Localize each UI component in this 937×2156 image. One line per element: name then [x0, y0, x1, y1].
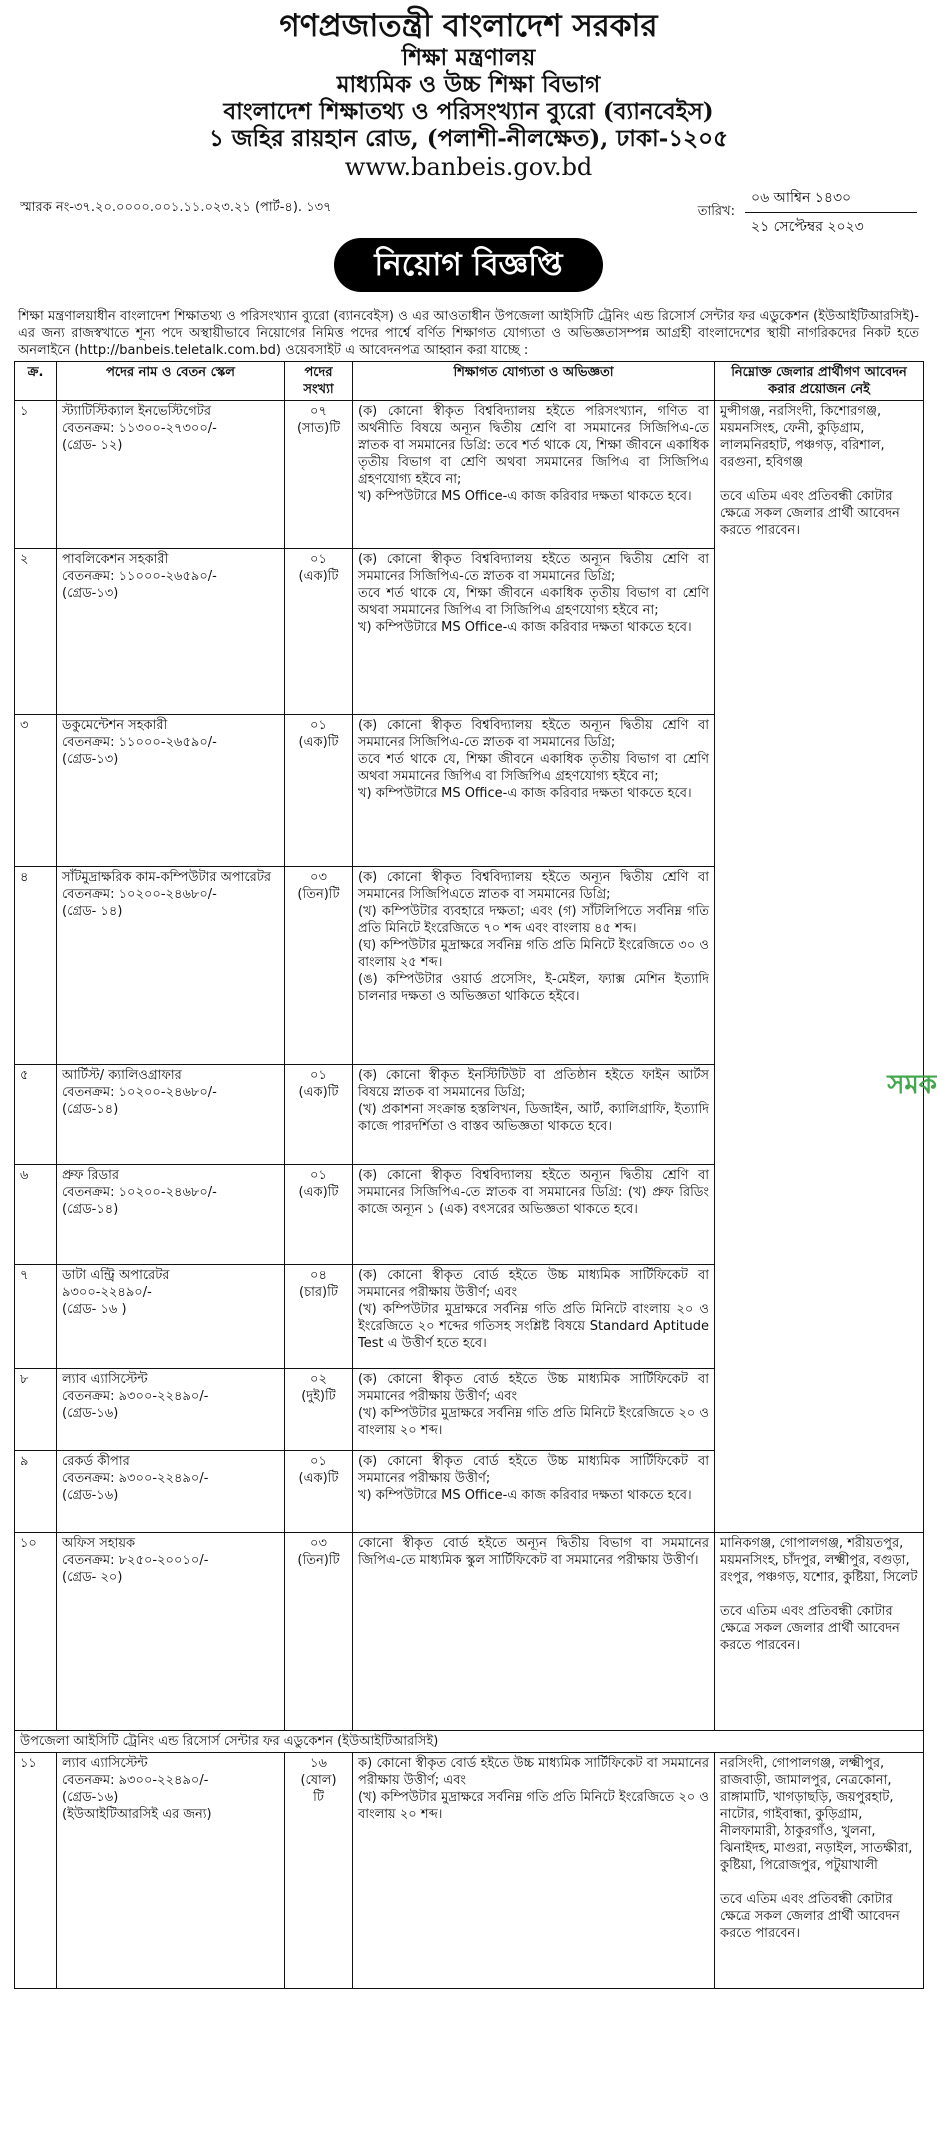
- row-post: [57, 715, 285, 867]
- district-cell-3: [715, 1753, 924, 1989]
- pay-scale: বেতনক্রম: ১১৩০০-২৭৩০০/-: [62, 421, 217, 436]
- grade: (গ্রেড-১৪): [62, 1202, 119, 1217]
- post-name: স্ট্যাটিস্টিক্যাল ইনভেস্টিগেটর: [62, 404, 212, 419]
- post-count-words: (এক)টি: [298, 1185, 339, 1200]
- post-count-words: (দুই)টি: [301, 1389, 336, 1404]
- qual-item: (ক) কোনো স্বীকৃত বোর্ড হইতে উচ্চ মাধ্যমিক সার্টিফিকেট বা সমমানের পরীক্ষায় উত্তীর্ণ; এবং: [358, 1372, 709, 1404]
- row-sl: ৬: [15, 1165, 57, 1265]
- website-line: www.banbeis.gov.bd: [344, 153, 593, 181]
- date-english: ২১ সেপ্টেম্বর ২০২৩: [751, 219, 864, 235]
- row-sl: ৩: [15, 715, 57, 867]
- post-name: ডকুমেন্টেশন সহকারী: [62, 718, 168, 733]
- col-header-sl: ক্র.: [15, 362, 57, 401]
- qual-item: ক) কোনো স্বীকৃত বোর্ড হইতে উচ্চ মাধ্যমিক সার্টিফিকেট বা সমমানের পরীক্ষায় উত্তীর্ণ; এবং: [358, 1756, 709, 1788]
- row-post: [57, 1451, 285, 1533]
- district-note: তবে এতিম এবং প্রতিবন্ধী কোটার ক্ষেত্রে সকল জেলার প্রার্থী আবেদন করতে পারবেন।: [720, 1604, 900, 1653]
- section-subheading: উপজেলা আইসিটি ট্রেনিং এন্ড রিসোর্স সেন্টার ফর এডুকেশন (ইউআইটিআরসিই): [15, 1731, 924, 1753]
- bureau-line: বাংলাদেশ শিক্ষাতথ্য ও পরিসংখ্যান ব্যুরো (ব্যানবেইস): [223, 98, 714, 125]
- row-post: [57, 1265, 285, 1369]
- post-count-words: (এক)টি: [298, 735, 339, 750]
- post-count: ০৩: [310, 870, 327, 885]
- post-note: (ইউআইটিআরসিই এর জন্য): [62, 1807, 212, 1822]
- qual-item: (খ) প্রকাশনা সংক্রান্ত হস্তলিখন, ডিজাইন, আর্ট, ক্যালিগ্রাফি, ইত্যাদি কাজে পারদর্শিতা ও বাস্তব অভিজ্ঞতা থাকতে হবে।: [358, 1102, 709, 1134]
- row-sl: ৮: [15, 1369, 57, 1451]
- watermark-stamp: সমক: [887, 1070, 937, 1100]
- notice-sheet: [14, 6, 937, 2152]
- grade: (গ্রেড- ১২): [62, 438, 123, 453]
- row-post: [57, 867, 285, 1065]
- qual-item: (ক) কোনো স্বীকৃত বিশ্ববিদ্যালয় হইতে অন্যূন দ্বিতীয় শ্রেণি বা সমমানের সিজিপিএ-তে স্নাতক বা সমমানের ডিগ্রি: (খ) প্রুফ রিডিং কাজে অন্যূন ১ (এক) বৎসরের অভিজ্ঞতা থাকতে হবে।: [358, 1168, 709, 1217]
- row-qualification: [353, 1065, 715, 1165]
- table-row: [15, 1533, 924, 1731]
- qual-item: খ) কম্পিউটারে MS Office-এ কাজ করিবার দক্ষতা থাকতে হবে।: [358, 786, 692, 801]
- pay-scale: বেতনক্রম: ১০২০০-২৪৬৮০/-: [62, 1185, 217, 1200]
- post-count: ১৬: [310, 1756, 327, 1771]
- post-count: ০১: [310, 1168, 327, 1183]
- banner-wrap: [14, 238, 923, 302]
- row-qualification: [353, 1369, 715, 1451]
- table-row: [15, 1753, 924, 1989]
- qual-item: খ) কম্পিউটারে MS Office-এ কাজ করিবার দক্ষতা থাকতে হবে।: [358, 489, 692, 504]
- pay-scale: বেতনক্রম: ৯৩০০-২২৪৯০/-: [62, 1389, 209, 1404]
- row-qualification: [353, 1753, 715, 1989]
- post-name: প্রুফ রিডার: [62, 1168, 120, 1183]
- row-sl: ১০: [15, 1533, 57, 1731]
- col-header-post: পদের নাম ও বেতন স্কেল: [57, 362, 285, 401]
- row-qualification: [353, 715, 715, 867]
- grade: (গ্রেড-১৪): [62, 1102, 119, 1117]
- pay-scale: বেতনক্রম: ৮২৫০-২০০১০/-: [62, 1553, 209, 1568]
- grade: (গ্রেড-১৬): [62, 1406, 119, 1421]
- row-count: [285, 1369, 353, 1451]
- qual-item: তবে শর্ত থাকে যে, শিক্ষা জীবনে একাধিক তৃতীয় বিভাগ বা শ্রেণি অথবা সমমানের জিপিএ বা সিজিপিএ গ্রহণযোগ্য হইবে না;: [358, 752, 709, 784]
- row-sl: ৪: [15, 867, 57, 1065]
- pay-scale: বেতনক্রম: ১০২০০-২৪৬৮০/-: [62, 887, 217, 902]
- row-count: [285, 867, 353, 1065]
- row-post: [57, 1753, 285, 1989]
- post-count-words: (তিন)টি: [297, 887, 340, 902]
- qual-item: (খ) কম্পিউটার মুদ্রাক্ষরে সর্বনিম্ন গতি প্রতি মিনিটে ইংরেজিতে ২০ ও বাংলায় ২০ শব্দ।: [358, 1790, 709, 1822]
- qual-item: (ক) কোনো স্বীকৃত বিশ্ববিদ্যালয় হইতে অন্যূন দ্বিতীয় শ্রেণি বা সমমানের সিজিপিএ-তে স্নাতক বা সমমানের ডিগ্রি;: [358, 718, 709, 750]
- memo-row: [14, 182, 923, 235]
- qual-item: (ক) কোনো স্বীকৃত বিশ্ববিদ্যালয় হইতে অন্যূন দ্বিতীয় শ্রেণি বা সমমানের সিজিপিএ-তে স্নাতক বা সমমানের ডিগ্রি;: [358, 552, 709, 584]
- qual-item: খ) কম্পিউটারে MS Office-এ কাজ করিবার দক্ষতা থাকতে হবে।: [358, 1488, 692, 1503]
- row-sl: ৫: [15, 1065, 57, 1165]
- post-count-words: (চার)টি: [299, 1285, 338, 1300]
- row-count: [285, 401, 353, 549]
- grade: (গ্রেড- ১৪): [62, 904, 123, 919]
- row-qualification: [353, 401, 715, 549]
- post-count-words: (এক)টি: [298, 569, 339, 584]
- post-count-suffix: টি: [313, 1790, 324, 1805]
- intro-paragraph: শিক্ষা মন্ত্রণালয়াধীন বাংলাদেশ শিক্ষাতথ্য ও পরিসংখ্যান ব্যুরো (ব্যানবেইস) ও এর আওতাধীন উপজেলা আইসিটি ট্রেনিং এন্ড রিসোর্স সেন্টার ফর এডুকেশন (ইউআইটিআরসিই)-এর জন্য রাজস্বখাতে শূন্য পদে অস্থায়ীভাবে নিয়োগের নিমিত্ত পদের পার্শ্বে বর্ণিত শিক্ষাগত যোগ্যতা ও অভিজ্ঞতাসম্পন্ন আগ্রহী বাংলাদেশের স্থায়ী নাগরিকদের নিকট হতে অনলাইনে (http://banbeis.teletalk.com.bd) ওয়েবসাইট এ আবেদনপত্র আহ্বান করা যাচ্ছে :: [18, 309, 919, 358]
- government-title: গণপ্রজাতন্ত্রী বাংলাদেশ সরকার: [279, 8, 658, 44]
- post-count-words: (এক)টি: [298, 1085, 339, 1100]
- pay-scale: ৯৩০০-২২৪৯০/-: [62, 1285, 152, 1300]
- row-post: [57, 1533, 285, 1731]
- date-bangla: ০৬ আশ্বিন ১৪৩০: [745, 184, 917, 213]
- grade: (গ্রেড- ১৬ ): [62, 1302, 127, 1317]
- row-qualification: [353, 1265, 715, 1369]
- qual-item: কোনো স্বীকৃত বোর্ড হইতে অন্যূন দ্বিতীয় বিভাগ বা সমমানের জিপিএ-তে মাধ্যমিক স্কুল সার্টিফিকেট বা সমমানের পরীক্ষায় উত্তীর্ণ।: [358, 1536, 709, 1568]
- post-count-words: (সাত)টি: [296, 421, 341, 436]
- row-count: [285, 1065, 353, 1165]
- qual-item: (খ) কম্পিউটার মুদ্রাক্ষরে সর্বনিম্ন গতি প্রতি মিনিটে ইংরেজিতে ২০ ও বাংলায় ২০ শব্দ।: [358, 1406, 709, 1438]
- vacancy-table: [14, 361, 924, 1989]
- row-sl: ৯: [15, 1451, 57, 1533]
- qual-item: (ঙ) কম্পিউটার ওয়ার্ড প্রসেসিং, ই-মেইল, ফ্যাক্স মেশিন ইত্যাদি চালনার দক্ষতা ও অভিজ্ঞতা থাকিতে হইবে।: [358, 972, 709, 1004]
- row-post: [57, 1165, 285, 1265]
- grade: (গ্রেড-১৩): [62, 586, 119, 601]
- ministry-line: শিক্ষা মন্ত্রণালয়: [401, 44, 536, 71]
- col-header-district: নিম্নোক্ত জেলার প্রার্থীগণ আবেদন করার প্রয়োজন নেই: [715, 362, 924, 401]
- qual-item: (ক) কোনো স্বীকৃত বোর্ড হইতে উচ্চ মাধ্যমিক সার্টিফিকেট বা সমমানের পরীক্ষায় উত্তীর্ণ; এবং: [358, 1268, 709, 1300]
- qual-item: (খ) কম্পিউটার ব্যবহারে দক্ষতা; এবং (গ) সাঁটলিপিতে সর্বনিম্ন গতি প্রতি মিনিটে ইংরেজিতে ৭০ শব্দ এবং বাংলায় ৪৫ শব্দ।: [358, 904, 709, 936]
- row-sl: ১: [15, 401, 57, 549]
- grade: (গ্রেড-১৩): [62, 752, 119, 767]
- row-sl: ২: [15, 549, 57, 715]
- row-count: [285, 1165, 353, 1265]
- post-name: সাঁটমুদ্রাক্ষরিক কাম-কম্পিউটার অপারেটর: [62, 870, 272, 885]
- row-qualification: [353, 1165, 715, 1265]
- district-note: তবে এতিম এবং প্রতিবন্ধী কোটার ক্ষেত্রে সকল জেলার প্রার্থী আবেদন করতে পারবেন।: [720, 489, 900, 538]
- row-sl: ১১: [15, 1753, 57, 1989]
- post-name: আর্টিস্ট/ ক্যালিওগ্রাফার: [62, 1068, 182, 1083]
- post-count: ০৪: [310, 1268, 327, 1283]
- row-post: [57, 1369, 285, 1451]
- row-qualification: [353, 1451, 715, 1533]
- col-header-count: পদের সংখ্যা: [285, 362, 353, 401]
- post-name: রেকর্ড কীপার: [62, 1454, 130, 1469]
- col-header-qual: শিক্ষাগত যোগ্যতা ও অভিজ্ঞতা: [353, 362, 715, 401]
- row-qualification: [353, 1533, 715, 1731]
- post-name: ল্যাব এ্যাসিস্টেন্ট: [62, 1372, 148, 1387]
- row-post: [57, 549, 285, 715]
- grade: (গ্রেড-১৬): [62, 1488, 119, 1503]
- post-count: ০১: [310, 1454, 327, 1469]
- qual-item: (ক) কোনো স্বীকৃত ইনস্টিটিউট বা প্রতিষ্ঠান হইতে ফাইন আর্টস বিষয়ে স্নাতক বা সমমানের ডিগ্রি;: [358, 1068, 709, 1100]
- district-cell-1: [715, 401, 924, 1533]
- address-line: ১ জহির রায়হান রোড, (পলাশী-নীলক্ষেত), ঢাকা-১২০৫: [208, 125, 729, 152]
- row-qualification: [353, 867, 715, 1065]
- row-count: [285, 1265, 353, 1369]
- qual-item: (ক) কোনো স্বীকৃত বিশ্ববিদ্যালয় হইতে পরিসংখ্যান, গণিত বা অর্থনীতি বিষয়ে অন্যূন দ্বিতীয় শ্রেণি বা সমমানের সিজিপিএ-তে স্নাতক বা সমমানের ডিগ্রি: তবে শর্ত থাকে যে, শিক্ষা জীবনে একাধিক তৃতীয় বিভাগ বা শ্রেণি অথবা সমমানের জিপিএ বা সিজিপিএ গ্রহণযোগ্য হইবে না;: [358, 404, 709, 487]
- notice-banner: নিয়োগ বিজ্ঞপ্তি: [334, 238, 602, 292]
- row-count: [285, 1533, 353, 1731]
- district-list: নরসিংদী, গোপালগঞ্জ, লক্ষ্মীপুর, রাজবাড়ী, জামালপুর, নেত্রকোনা, রাঙ্গামাটি, খাগড়াছড়ি, জয়পুরহাট, নাটোর, গাইবান্ধা, কুড়িগ্রাম, নীলফামারী, ঠাকুরগাঁও, খুলনা, ঝিনাইদহ, মাগুরা, নড়াইল, সাতক্ষীরা, কুষ্টিয়া, পিরোজপুর, পটুয়াখালী: [720, 1756, 913, 1873]
- grade: (গ্রেড-১৬): [62, 1790, 119, 1805]
- post-count: ০৩: [310, 1536, 327, 1551]
- post-count: ০১: [310, 552, 327, 567]
- memo-number: স্মারক নং-৩৭.২০.০০০০.০০১.১১.০২৩.২১ (পার্ট-৪). ১৩৭: [20, 200, 332, 215]
- post-name: ল্যাব এ্যাসিস্টেন্ট: [62, 1756, 148, 1771]
- row-count: [285, 1451, 353, 1533]
- post-count: ০২: [310, 1372, 327, 1387]
- post-count-words: (এক)টি: [298, 1471, 339, 1486]
- district-list: মানিকগঞ্জ, গোপালগঞ্জ, শরীয়তপুর, ময়মনসিংহ, চাঁদপুর, লক্ষ্মীপুর, বগুড়া, রংপুর, পঞ্চগড়, যশোর, কুষ্টিয়া, সিলেট: [720, 1536, 918, 1585]
- qual-item: (ক) কোনো স্বীকৃত বোর্ড হইতে উচ্চ মাধ্যমিক সার্টিফিকেট বা সমমানের পরীক্ষায় উত্তীর্ণ;: [358, 1454, 709, 1486]
- post-count-words: (তিন)টি: [297, 1553, 340, 1568]
- pay-scale: বেতনক্রম: ৯৩০০-২২৪৯০/-: [62, 1471, 209, 1486]
- row-qualification: [353, 549, 715, 715]
- qual-item: খ) কম্পিউটারে MS Office-এ কাজ করিবার দক্ষতা থাকতে হবে।: [358, 620, 692, 635]
- district-note: তবে এতিম এবং প্রতিবন্ধী কোটার ক্ষেত্রে সকল জেলার প্রার্থী আবেদন করতে পারবেন।: [720, 1892, 900, 1941]
- table-row: [15, 401, 924, 549]
- pay-scale: বেতনক্রম: ১১০০০-২৬৫৯০/-: [62, 735, 217, 750]
- section-subheading-row: [15, 1731, 924, 1753]
- district-cell-2: [715, 1533, 924, 1731]
- post-name: অফিস সহায়ক: [62, 1536, 136, 1551]
- pay-scale: বেতনক্রম: ৯৩০০-২২৪৯০/-: [62, 1773, 209, 1788]
- table-header-row: [15, 362, 924, 401]
- row-post: [57, 401, 285, 549]
- post-count: ০৭: [310, 404, 327, 419]
- pay-scale: বেতনক্রম: ১০২০০-২৪৬৮০/-: [62, 1085, 217, 1100]
- post-name: পাবলিকেশন সহকারী: [62, 552, 169, 567]
- row-count: [285, 549, 353, 715]
- grade: (গ্রেড- ২০): [62, 1570, 123, 1585]
- post-count-words: (ষোল): [300, 1773, 337, 1788]
- post-count: ০১: [310, 1068, 327, 1083]
- qual-item: (খ) কম্পিউটার মুদ্রাক্ষরে সর্বনিম্ন গতি প্রতি মিনিটে বাংলায় ২০ ও ইংরেজিতে ২০ শব্দের গতিসহ সংশ্লিষ্ট বিষয়ে Standard Aptitude Test এ উত্তীর্ণ হতে হবে।: [358, 1302, 709, 1351]
- district-list: মুন্সীগঞ্জ, নরসিংদী, কিশোরগঞ্জ, ময়মনসিংহ, ফেনী, কুড়িগ্রাম, লালমনিরহাট, পঞ্চগড়, বরিশাল, বরগুনা, হবিগঞ্জ: [720, 404, 885, 470]
- qual-item: (ক) কোনো স্বীকৃত বিশ্ববিদ্যালয় হইতে অন্যূন দ্বিতীয় শ্রেণি বা সমমানের সিজিপিএতে স্নাতক বা সমমানের ডিগ্রি;: [358, 870, 709, 902]
- row-count: [285, 1753, 353, 1989]
- date-box: [698, 184, 917, 241]
- row-post: [57, 1065, 285, 1165]
- qual-item: তবে শর্ত থাকে যে, শিক্ষা জীবনে একাধিক তৃতীয় বিভাগ বা শ্রেণি অথবা সমমানের জিপিএ বা সিজিপিএ গ্রহণযোগ্য হইবে না;: [358, 586, 709, 618]
- post-count: ০১: [310, 718, 327, 733]
- post-name: ডাটা এন্ট্রি অপারেটর: [62, 1268, 170, 1283]
- division-line: মাধ্যমিক ও উচ্চ শিক্ষা বিভাগ: [336, 71, 601, 98]
- pay-scale: বেতনক্রম: ১১০০০-২৬৫৯০/-: [62, 569, 217, 584]
- row-sl: ৭: [15, 1265, 57, 1369]
- qual-item: (ঘ) কম্পিউটার মুদ্রাক্ষরে সর্বনিম্ন গতি প্রতি মিনিটে ইংরেজিতে ৩০ ও বাংলায় ২৫ শব্দ।: [358, 938, 709, 970]
- row-count: [285, 715, 353, 867]
- header: [14, 8, 923, 182]
- date-label: তারিখ:: [697, 204, 735, 219]
